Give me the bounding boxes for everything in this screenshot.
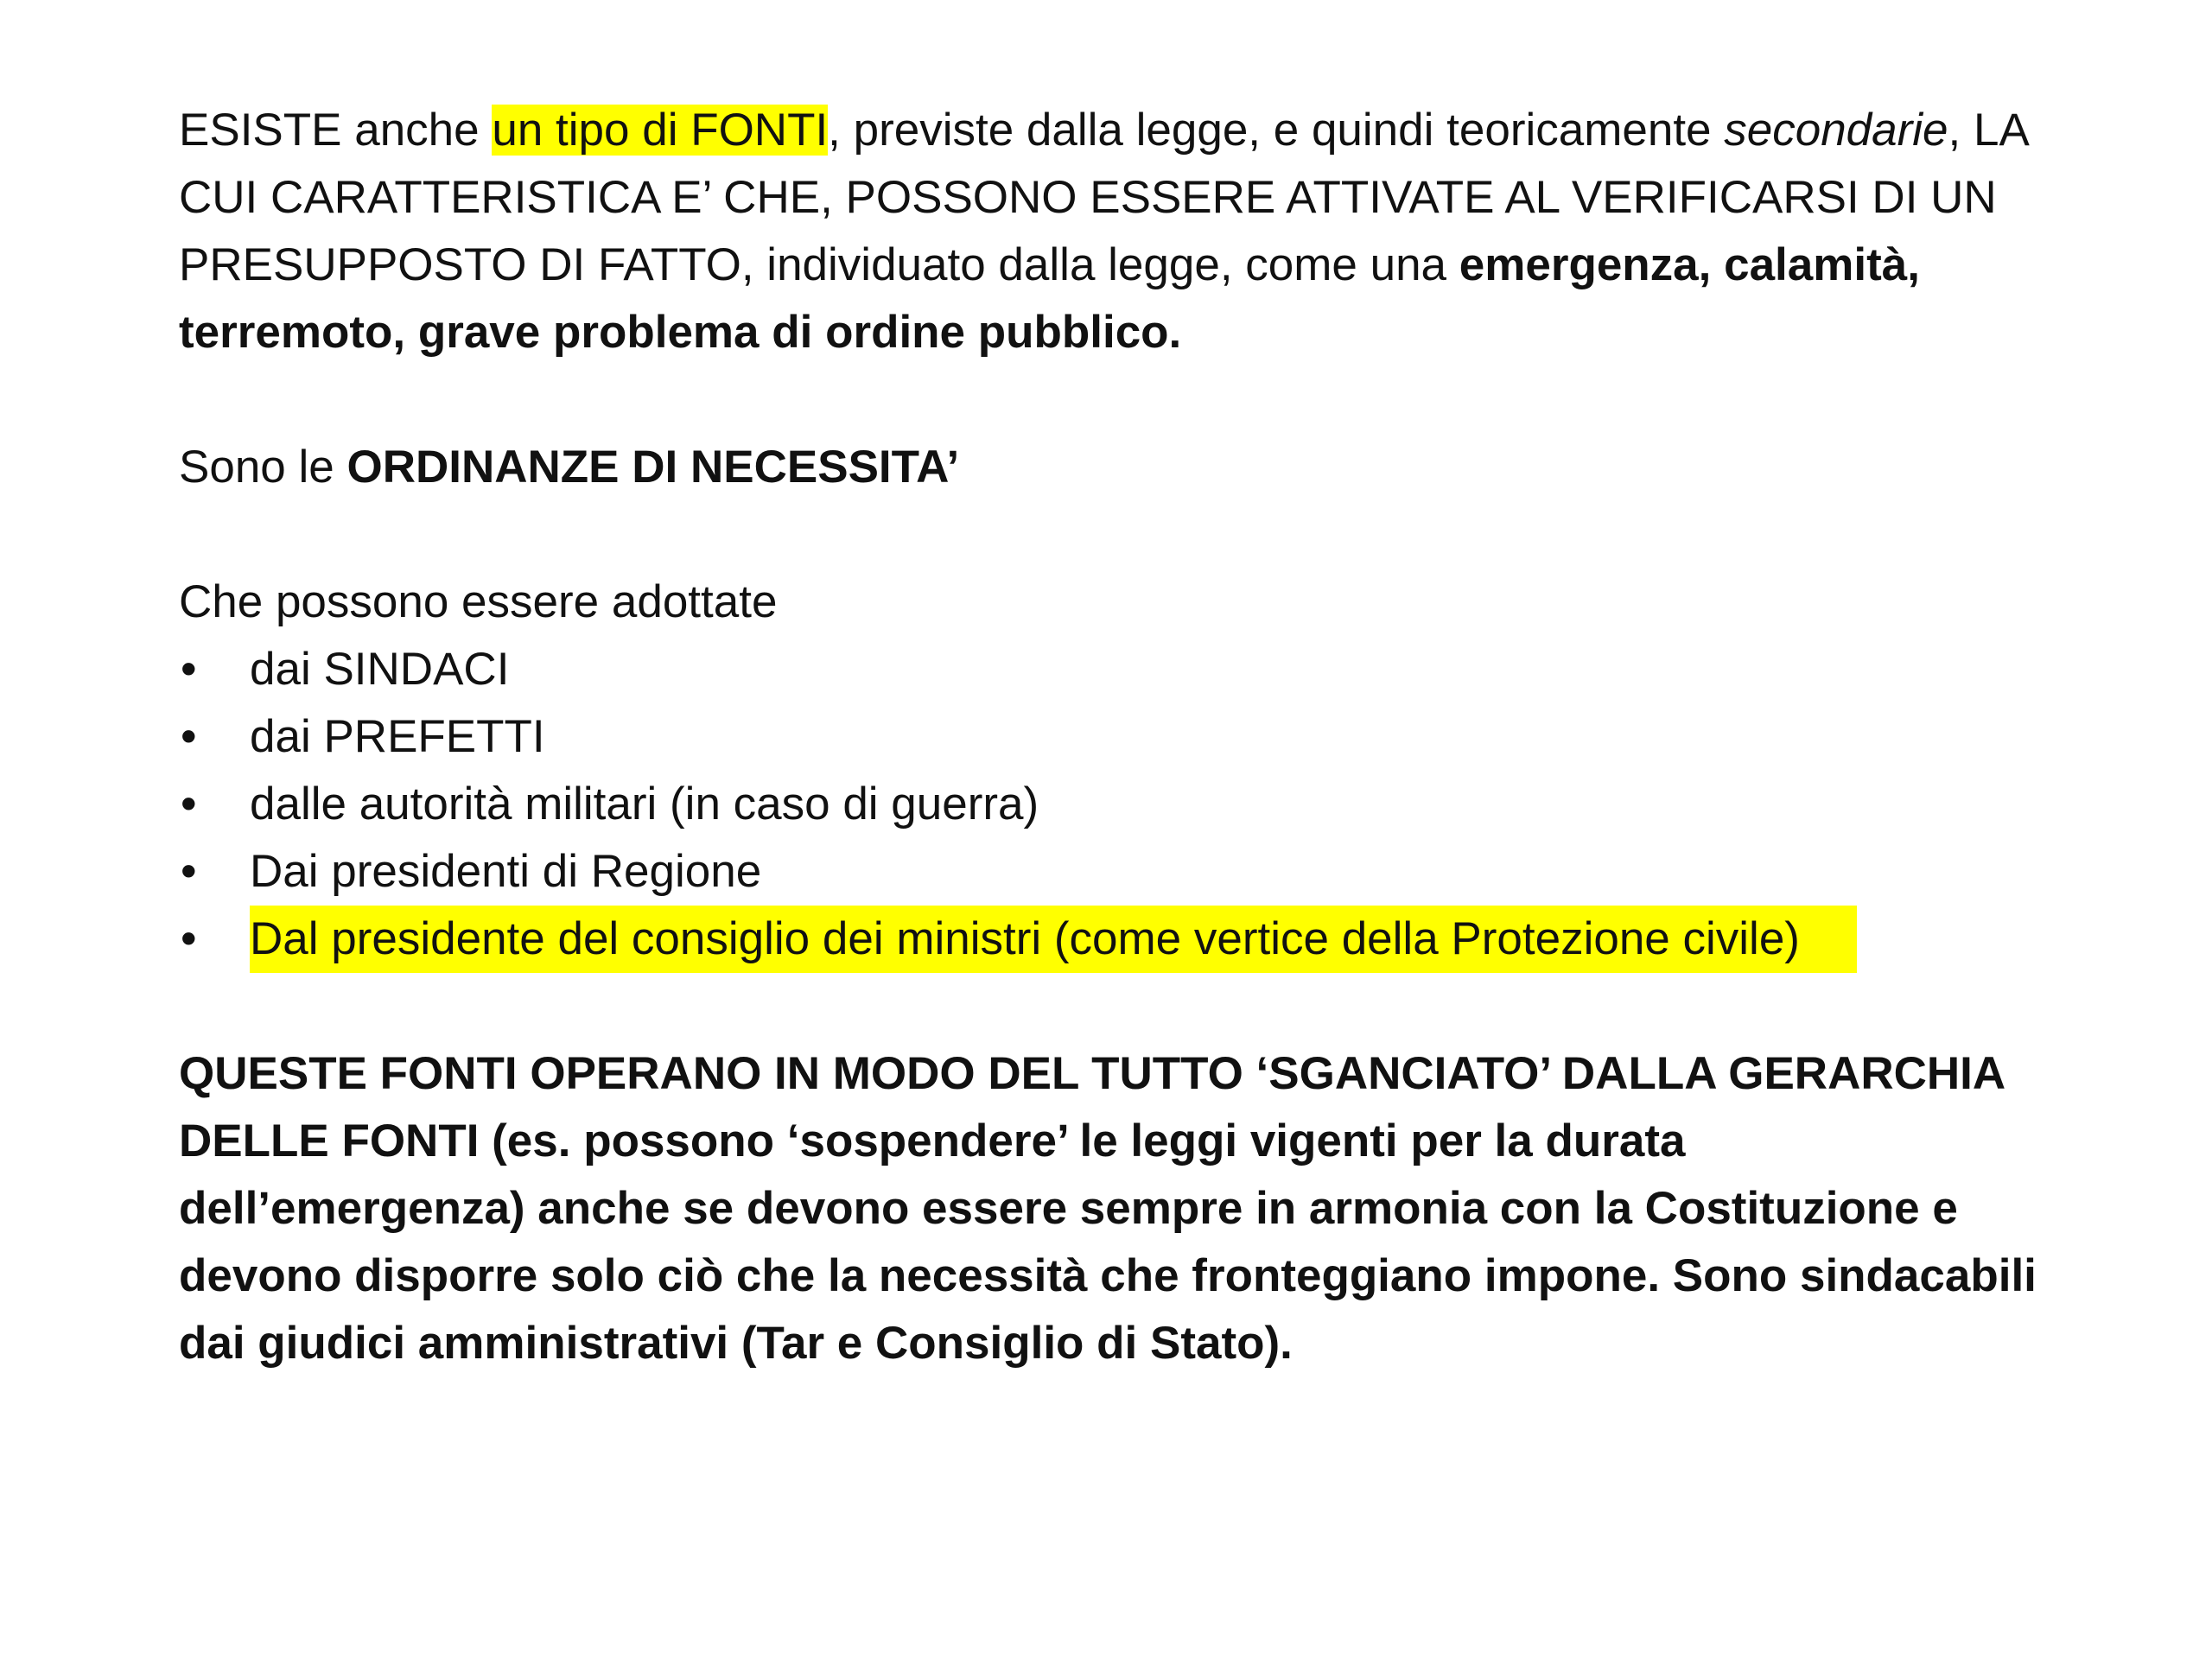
- list-item: [179, 636, 2037, 703]
- list-item-text: dalle autorità militari (in caso di guerra): [250, 779, 1039, 830]
- list-intro: Che possono essere adottate: [179, 576, 778, 627]
- bullet-icon: •: [181, 711, 197, 762]
- conclusion-paragraph: QUESTE FONTI OPERANO IN MODO DEL TUTTO ‘SGANCIATO’ DALLA GERARCHIA DELLE FONTI (es. possono ‘sospendere’ le leggi vigenti per la durata dell’emergenza) anche se devono essere sempre in armonia con la Costituzione e devono disporre solo ciò che la necessità che fronteggiano impone. Sono sindacabili dai giudici amministrativi (Tar e Consiglio di Stato).: [179, 1048, 2037, 1369]
- intro-text-2: , previste dalla legge, e quindi teoricamente: [828, 105, 1725, 156]
- bullet-icon: •: [181, 779, 197, 830]
- spacer: [179, 973, 2037, 1040]
- bullet-icon: •: [181, 644, 197, 695]
- intro-paragraph: [179, 97, 2037, 366]
- bullet-icon: •: [181, 913, 197, 964]
- list-item-text: Dai presidenti di Regione: [250, 846, 762, 897]
- emergency-examples: emergenza, calamità, terremoto, grave problema di ordine pubblico.: [179, 239, 1920, 358]
- bullet-icon: •: [181, 846, 197, 897]
- intro-text-3: , LA CUI CARATTERISTICA E’ CHE, POSSONO ESSERE ATTIVATE AL VERIFICARSI DI UN PRESUPPOSTO DI FATTO, individuato dalla legge, come una: [179, 105, 2027, 290]
- highlighted-list-item-text: Dal presidente del consiglio dei ministri (come vertice della Protezione civile): [250, 906, 1857, 973]
- spacer: [179, 366, 2037, 434]
- intro-text-1: ESISTE anche: [179, 105, 493, 156]
- highlighted-phrase: un tipo di FONTI: [492, 105, 829, 156]
- list-item: [179, 703, 2037, 771]
- ordinanze-paragraph: [179, 434, 2037, 501]
- authorities-list: [179, 636, 2037, 973]
- list-item: [179, 838, 2037, 906]
- italic-term: secondarie: [1724, 105, 1948, 156]
- slide-content: [179, 97, 2037, 1377]
- list-item-text: dai SINDACI: [250, 644, 510, 695]
- list-item: [179, 771, 2037, 838]
- ordinanze-prefix: Sono le: [179, 442, 347, 493]
- list-item-text: dai PREFETTI: [250, 711, 545, 762]
- spacer: [179, 501, 2037, 569]
- list-item-highlighted: [179, 906, 2037, 973]
- ordinanze-title: ORDINANZE DI NECESSITA’: [346, 442, 960, 493]
